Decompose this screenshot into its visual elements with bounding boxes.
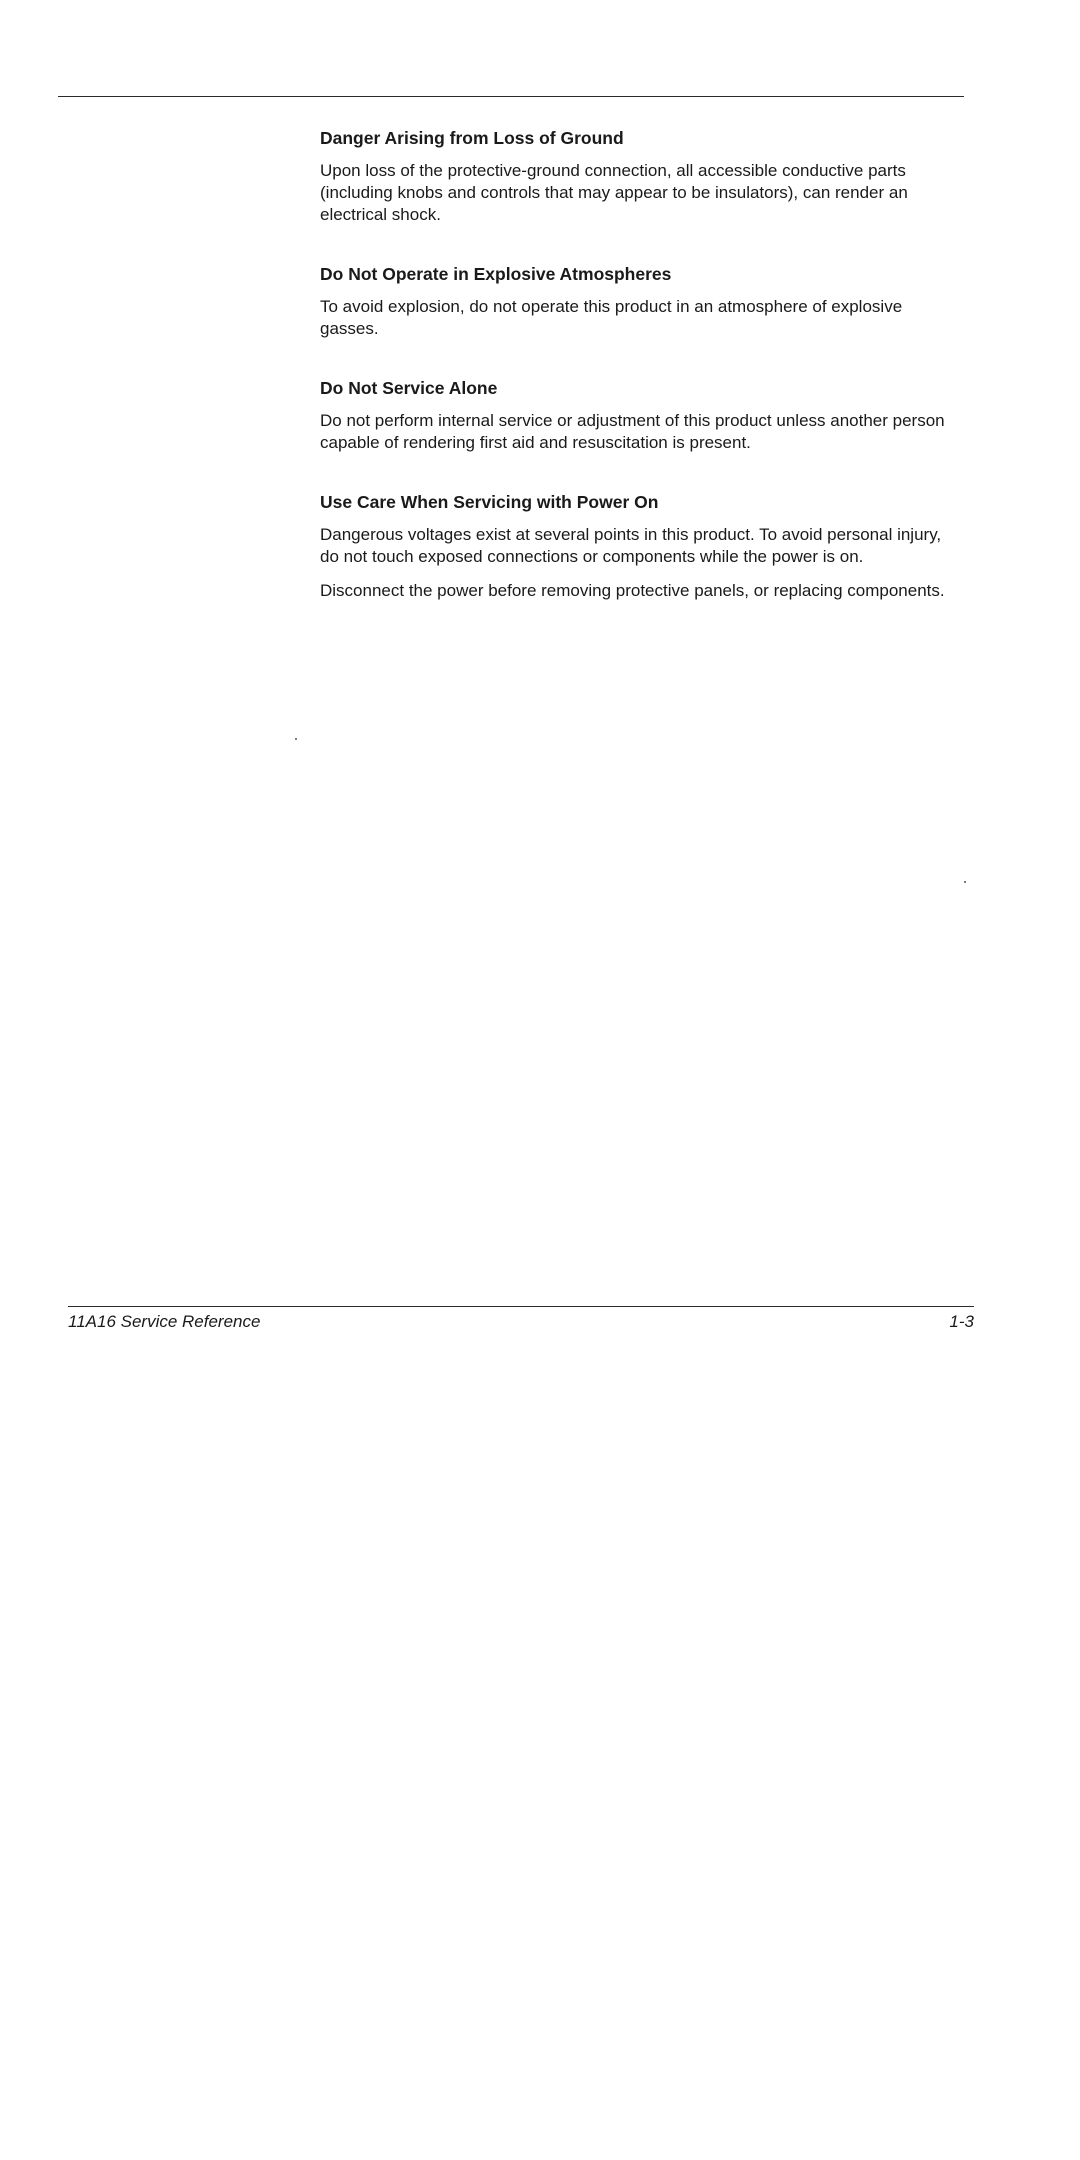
footer-rule	[68, 1306, 974, 1307]
section-paragraph: Do not perform internal service or adjustment of this product unless another person capable of rendering first aid and resuscitation is present.	[320, 411, 945, 452]
scan-speck	[964, 881, 966, 883]
section-loss-of-ground	[320, 126, 960, 226]
footer-page-number: 1-3	[949, 1312, 974, 1331]
section-paragraph: Disconnect the power before removing protective panels, or replacing components.	[320, 581, 945, 600]
section-power-on	[320, 490, 960, 602]
section-heading: Do Not Service Alone	[320, 378, 498, 398]
section-service-alone	[320, 376, 960, 454]
scan-speck	[295, 738, 297, 740]
footer-document-title: 11A16 Service Reference	[68, 1312, 261, 1331]
section-paragraph: To avoid explosion, do not operate this product in an atmosphere of explosive gasses.	[320, 297, 903, 338]
section-heading: Use Care When Servicing with Power On	[320, 492, 659, 512]
section-paragraph: Upon loss of the protective-ground connection, all accessible conductive parts (including knobs and controls that may appear to be insulators), can render an electrical shock.	[320, 161, 908, 224]
document-body	[320, 126, 960, 638]
section-explosive-atmospheres	[320, 262, 960, 340]
section-paragraph: Dangerous voltages exist at several points in this product. To avoid personal injury, do not touch exposed connections or components while the power is on.	[320, 525, 942, 566]
section-heading: Do Not Operate in Explosive Atmospheres	[320, 264, 672, 284]
section-heading: Danger Arising from Loss of Ground	[320, 128, 624, 148]
header-rule	[58, 96, 964, 97]
